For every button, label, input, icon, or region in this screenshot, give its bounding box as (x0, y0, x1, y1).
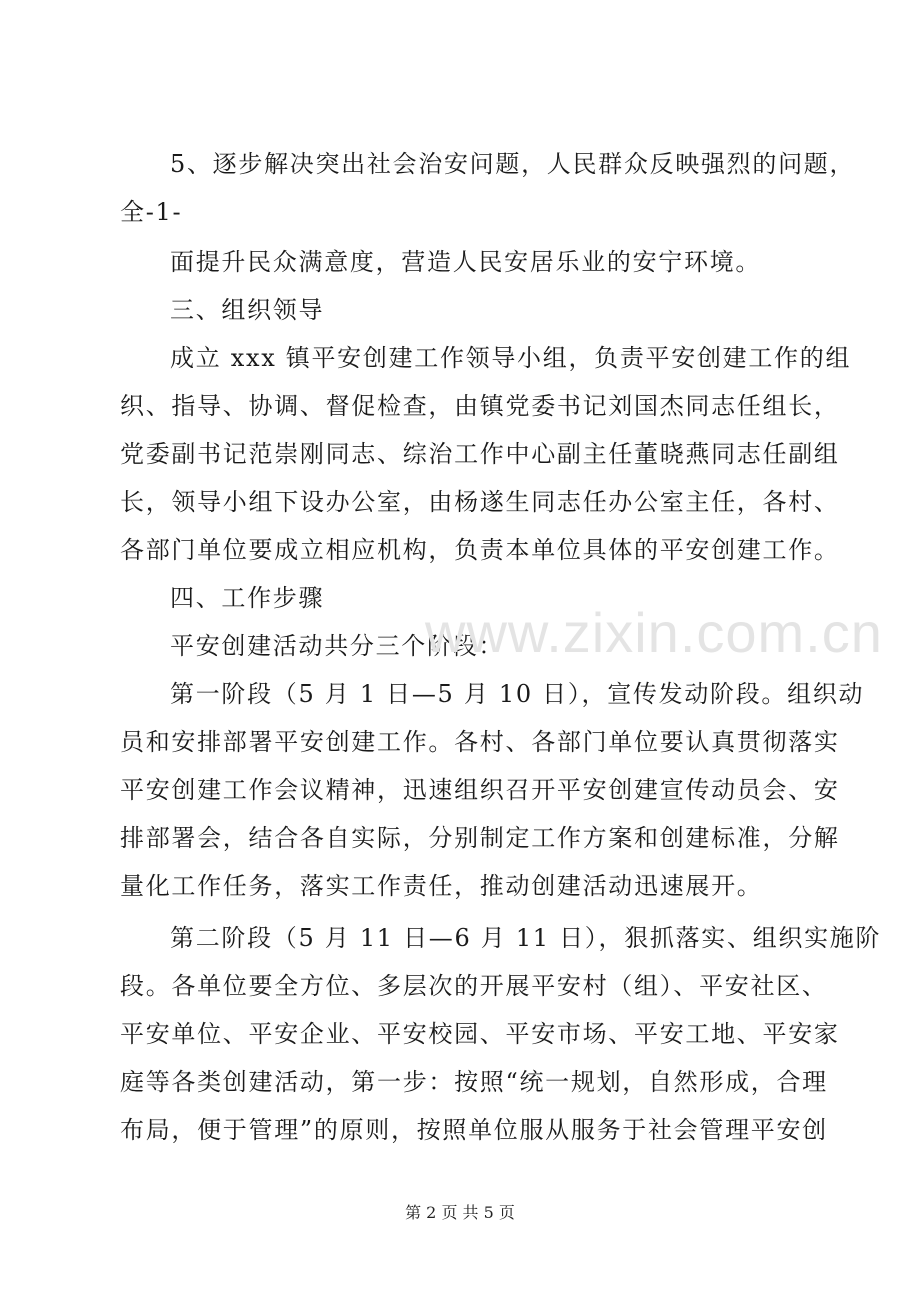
section-heading: 三、组织领导 (170, 296, 325, 324)
paragraph-line: 第二阶段（5 月 11 日—6 月 11 日），狠抓落实、组织实施阶 (170, 924, 882, 952)
page-footer: 第 2 页 共 5 页 (405, 1203, 515, 1222)
paragraph-line: 长，领导小组下设办公室，由杨遂生同志任办公室主任，各村、 (120, 488, 840, 516)
paragraph-line: 庭等各类创建活动，第一步：按照“统一规划，自然形成，合理 (120, 1068, 828, 1096)
paragraph-line: 成立 xxx 镇平安创建工作领导小组，负责平安创建工作的组 (170, 344, 852, 372)
paragraph-line: 面提升民众满意度，营造人民安居乐业的安宁环境。 (170, 248, 762, 276)
paragraph-line: 平安单位、平安企业、平安校园、平安市场、平安工地、平安家 (120, 1020, 840, 1048)
paragraph-line: 织、指导、协调、督促检查，由镇党委书记刘国杰同志任组长， (120, 392, 840, 420)
paragraph-line: 员和安排部署平安创建工作。各村、各部门单位要认真贯彻落实 (120, 728, 840, 756)
section-heading: 四、工作步骤 (170, 584, 325, 612)
paragraph-line: 平安创建活动共分三个阶段： (170, 632, 505, 660)
paragraph-line: 各部门单位要成立相应机构，负责本单位具体的平安创建工作。 (120, 536, 840, 564)
paragraph-line: 平安创建工作会议精神，迅速组织召开平安创建宣传动员会、安 (120, 776, 840, 804)
watermark: www.zixin.com.cn (425, 601, 883, 664)
paragraph-line: 量化工作任务，落实工作责任，推动创建活动迅速展开。 (120, 872, 763, 900)
paragraph-line: 5、逐步解决突出社会治安问题，人民群众反映强烈的问题， (170, 150, 856, 178)
paragraph-line: 布局，便于管理”的原则，按照单位服从服务于社会管理平安创 (120, 1116, 828, 1144)
paragraph-line: 第一阶段（5 月 1 日—5 月 10 日），宣传发动阶段。组织动 (170, 680, 865, 708)
paragraph-line: 段。各单位要全方位、多层次的开展平安村（组）、平安社区、 (120, 972, 828, 1000)
paragraph-line: 党委副书记范崇刚同志、综治工作中心副主任董晓燕同志任副组 (120, 440, 840, 468)
paragraph-line: 排部署会，结合各自实际，分别制定工作方案和创建标准，分解 (120, 824, 840, 852)
paragraph-line: 全-1- (120, 198, 183, 226)
